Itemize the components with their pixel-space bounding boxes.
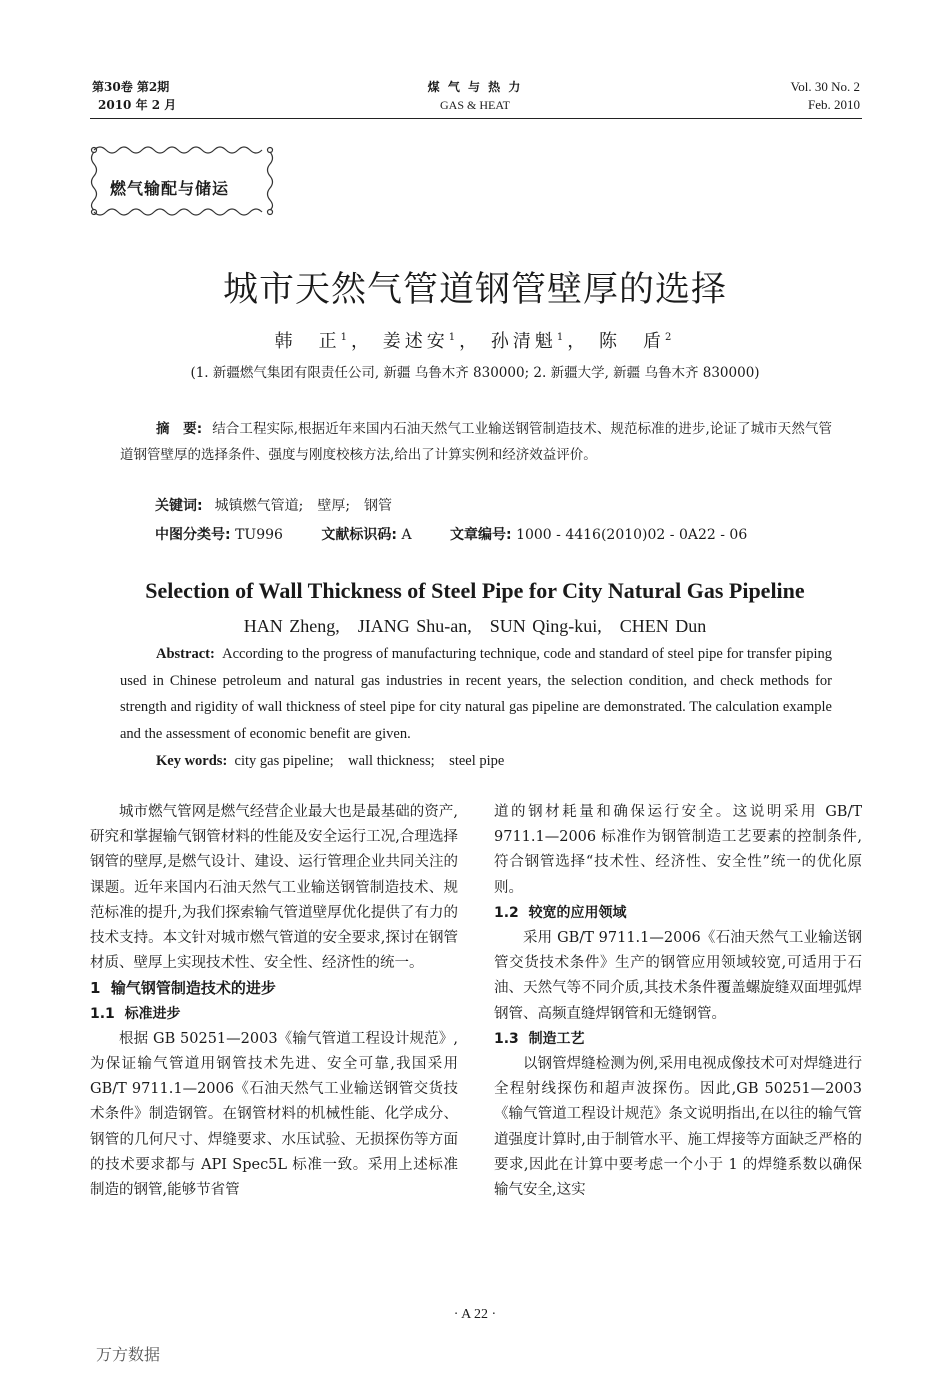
doc-code-label: 文献标识码:: [321, 527, 397, 543]
keywords-en: [156, 749, 504, 770]
section-1-1-title: 标准进步: [124, 1005, 181, 1022]
author-4-sup: 2: [664, 332, 676, 343]
section-1-number: 1: [90, 979, 101, 998]
article-no-label: 文章编号:: [450, 527, 512, 543]
body-right-column: [494, 800, 862, 1203]
journal-en: GAS & HEAT: [439, 98, 510, 112]
abstract-en-label: Abstract:: [156, 646, 215, 662]
section-1-2-title: 较宽的应用领域: [528, 904, 627, 921]
author-4: 陈 盾: [598, 331, 665, 352]
section-1-title: 输气钢管制造技术的进步: [110, 979, 276, 998]
page-number: · A 22 ·: [453, 1307, 497, 1322]
author-2: 姜述安: [382, 331, 449, 352]
section-1-2-paragraph: 采用 GB/T 9711.1—2006《石油天然气工业输送钢管交货技术条件》生产的钢管应用领域较宽,可适用于石油、天然气等不同介质,其技术条件覆盖螺旋缝双面埋弧焊钢管、高频直缝焊钢管和无缝钢管。: [494, 930, 862, 1022]
author-sep-1: ，: [351, 331, 374, 352]
section-1-2-heading: [494, 901, 862, 926]
keywords-en-label: Key words:: [156, 753, 228, 769]
keywords-en-text: city gas pipeline; wall thickness; steel pipe: [234, 753, 505, 769]
affiliation-cn: (1. 新疆燃气集团有限责任公司, 新疆 乌鲁木齐 830000; 2. 新疆大学, 新疆 乌鲁木齐 830000): [190, 365, 760, 381]
column-banner-label: 燃气输配与储运: [110, 179, 230, 198]
author-1-sup: 1: [340, 332, 352, 343]
section-1-1-heading: [90, 1002, 458, 1027]
section-1-1-number: 1.1: [90, 1005, 115, 1022]
author-1: 韩 正: [274, 331, 341, 352]
volume-cn: 第30卷 第2期: [92, 80, 170, 94]
clc-value: TU996: [235, 527, 283, 543]
article-no-value: 1000 - 4416(2010)02 - 0A22 - 06: [516, 527, 748, 543]
classification-line: [155, 525, 747, 545]
clc-label: 中图分类号:: [155, 527, 231, 543]
section-1-2-number: 1.2: [494, 904, 519, 921]
journal-cn: 煤 气 与 热 力: [427, 80, 523, 94]
section-1-3-number: 1.3: [494, 1030, 519, 1047]
author-3-sup: 1: [556, 332, 568, 343]
title-en: Selection of Wall Thickness of Steel Pipe for City Natural Gas Pipeline: [145, 578, 805, 603]
author-3: 孙清魁: [490, 331, 557, 352]
author-sep-3: ，: [567, 331, 590, 352]
header-right: [791, 78, 860, 114]
authors-en: HAN Zheng, JIANG Shu-an, SUN Qing-kui, CHEN Dun: [243, 616, 707, 636]
abstract-cn-text: 结合工程实际,根据近年来国内石油天然气工业输送钢管制造技术、规范标准的进步,论证了城市天然气管道钢管壁厚的选择条件、强度与刚度校核方法,给出了计算实例和经济效益评价。: [120, 421, 832, 463]
keywords-cn-text: 城镇燃气管道; 壁厚; 钢管: [214, 498, 393, 514]
date-en: Feb. 2010: [808, 97, 860, 112]
title-cn: 城市天然气管道钢管壁厚的选择: [222, 270, 727, 310]
keywords-cn-label: 关键词:: [155, 498, 203, 514]
author-2-sup: 1: [448, 332, 460, 343]
intro-paragraph: 城市燃气管网是燃气经营企业最大也是最基础的资产,研究和掌握输气钢管材料的性能及安全运行工况,合理选择钢管的壁厚,是燃气设计、建设、运行管理企业共同关注的课题。近年来国内石油天然气工业输送钢管制造技术、规范标准的提升,为我们探索输气管道壁厚优化提供了有力的技术支持。本文针对城市燃气管道的安全要求,探讨在钢管材质、壁厚上实现技术性、安全性、经济性的统一。: [90, 804, 458, 972]
abstract-cn: [120, 416, 832, 468]
abstract-cn-label: 摘 要:: [156, 421, 203, 437]
abstract-en: [120, 641, 832, 747]
body-left-column: [90, 800, 458, 1203]
header-rule: [90, 118, 862, 119]
volume-en: Vol. 30 No. 2: [790, 79, 860, 94]
keywords-cn: [155, 496, 392, 516]
section-1-3-heading: [494, 1027, 862, 1052]
abstract-en-text: According to the progress of manufacturing technique, code and standard of steel pipe for transfer piping used in Chinese petroleum and natural gas industries in recent years, the selection condition, and check methods for strength and rigidity of wall thickness of steel pipe for city natural gas pipeline are demonstrated. The calculation example and the assessment of economic benefit are given.: [120, 646, 832, 742]
section-1-3-paragraph: 以钢管焊缝检测为例,采用电视成像技术可对焊缝进行全程射线探伤和超声波探伤。因此,GB 50251—2003《输气管道工程设计规范》条文说明指出,在以往的输气管道强度计算时,由于制管水平、施工焊接等方面缺乏严格的要求,因此在计算中要考虑一个小于 1 的焊缝系数以确保输气安全,这实: [494, 1056, 862, 1199]
author-sep-2: ，: [459, 331, 482, 352]
section-1-1-paragraph: 根据 GB 50251—2003《输气管道工程设计规范》,为保证输气管道用钢管技术先进、安全可靠,我国采用 GB/T 9711.1—2006《石油天然气工业输送钢管交货技术条件》制造钢管。在钢管材料的机械性能、化学成分、钢管的几何尺寸、焊缝要求、水压试验、无损探伤等方面的技术要求都与 API Spec5L 标准一致。采用上述标准制造的钢管,能够节省管: [90, 1030, 458, 1199]
section-1-heading: [90, 976, 458, 1001]
continued-paragraph: 道的钢材耗量和确保运行安全。这说明采用 GB/T 9711.1—2006 标准作为钢管制造工艺要素的控制条件,符合钢管选择“技术性、经济性、安全性”统一的优化原则。: [494, 804, 862, 896]
authors-cn: [0, 327, 950, 353]
section-1-3-title: 制造工艺: [528, 1030, 585, 1047]
watermark: 万方数据: [96, 1345, 161, 1364]
date-cn: 2010 年 2 月: [98, 98, 177, 112]
doc-code-value: A: [401, 527, 412, 543]
